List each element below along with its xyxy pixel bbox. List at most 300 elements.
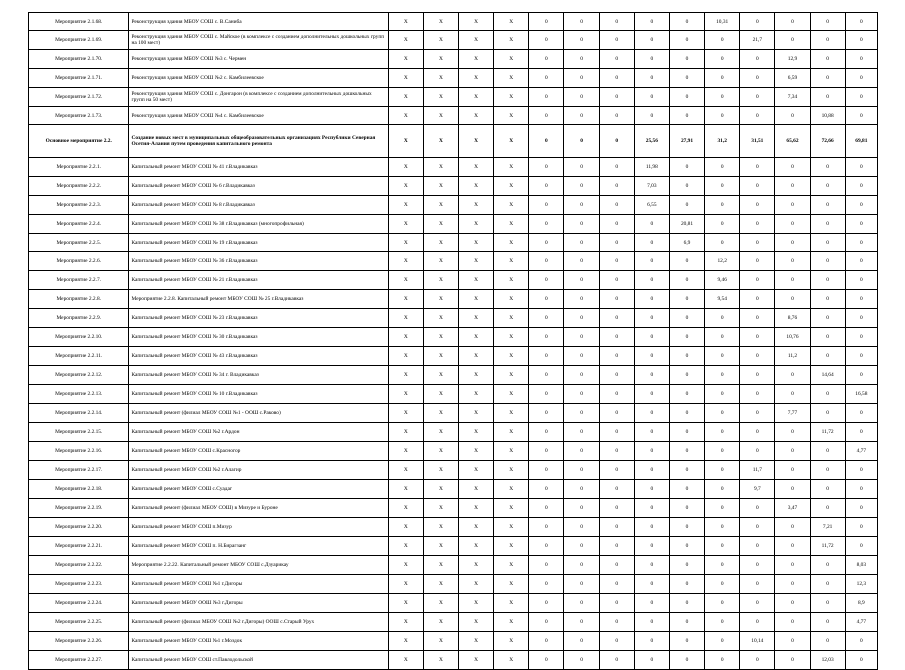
cell-value: 12,2 (705, 252, 740, 271)
table-row (29, 347, 878, 366)
cell-value: 0 (634, 423, 669, 442)
cell-value: Х (388, 556, 423, 575)
cell-value: 0 (705, 499, 740, 518)
cell-value: 0 (705, 480, 740, 499)
cell-value: 0 (564, 499, 599, 518)
cell-code: Мероприятие 2.1.72. (29, 88, 129, 107)
cell-value: 3,47 (775, 499, 810, 518)
cell-value: 69,81 (845, 125, 877, 158)
cell-value: Х (459, 50, 494, 69)
cell-value: 0 (529, 613, 564, 632)
cell-value: 0 (705, 69, 740, 88)
cell-name: Капитальный ремонт МБОУ СОШ п. Н.Бирагзанг (129, 537, 388, 556)
cell-value: 11,98 (634, 158, 669, 177)
cell-value: 0 (634, 50, 669, 69)
cell-value: 0 (634, 594, 669, 613)
cell-code: Мероприятие 2.2.2. (29, 177, 129, 196)
cell-value: 0 (564, 177, 599, 196)
cell-value: 0 (845, 107, 877, 125)
cell-value: Х (423, 613, 458, 632)
cell-value: 0 (845, 499, 877, 518)
cell-value: Х (494, 594, 529, 613)
cell-value: Х (459, 651, 494, 670)
table-row (29, 575, 878, 594)
cell-value: 0 (669, 613, 704, 632)
cell-name: Капитальный ремонт (филиал МБОУ СОШ №2 г.Дигоры) ООШ с.Старый Урух (129, 613, 388, 632)
cell-value: 0 (775, 537, 810, 556)
cell-value: 0 (810, 480, 845, 499)
cell-value: Х (388, 442, 423, 461)
cell-value: 0 (810, 575, 845, 594)
cell-value: 0 (634, 69, 669, 88)
cell-value: Х (388, 88, 423, 107)
cell-value: 0 (529, 177, 564, 196)
cell-value: 0 (705, 404, 740, 423)
cell-name: Капитальный ремонт МБОУ СОШ № 21 г.Владикавказ (129, 271, 388, 290)
cell-value: Х (423, 404, 458, 423)
cell-value: Х (494, 442, 529, 461)
cell-value: Х (494, 290, 529, 309)
cell-code: Мероприятие 2.2.8. (29, 290, 129, 309)
cell-value: Х (459, 177, 494, 196)
cell-value: 0 (564, 423, 599, 442)
table-row-main (29, 125, 878, 158)
cell-value: 0 (564, 461, 599, 480)
cell-value: Х (423, 594, 458, 613)
cell-value: Х (494, 480, 529, 499)
cell-value: 16,58 (845, 385, 877, 404)
cell-value: Х (388, 518, 423, 537)
cell-value: Х (494, 518, 529, 537)
cell-value: 0 (634, 556, 669, 575)
cell-value: 0 (529, 13, 564, 31)
cell-value: 0 (564, 556, 599, 575)
cell-value: 0 (845, 366, 877, 385)
cell-value: 0 (810, 290, 845, 309)
cell-value: 0 (529, 196, 564, 215)
cell-value: 0 (740, 252, 775, 271)
cell-value: 0 (669, 196, 704, 215)
cell-value: 0 (599, 50, 634, 69)
table-row (29, 404, 878, 423)
cell-value: 0 (810, 328, 845, 347)
cell-value: 0 (740, 347, 775, 366)
cell-value: Х (423, 480, 458, 499)
cell-name: Реконструкция здания МБОУ СОШ с. Донгарон (в комплексе с созданием дополнительных дошкольных групп на 50 мест) (129, 88, 388, 107)
cell-value: 0 (529, 107, 564, 125)
cell-value: Х (494, 252, 529, 271)
cell-value: Х (494, 88, 529, 107)
cell-value: Х (423, 158, 458, 177)
cell-value: 0 (564, 50, 599, 69)
cell-value: 0 (564, 107, 599, 125)
cell-value: 0 (669, 594, 704, 613)
cell-value: Х (423, 196, 458, 215)
cell-value: Х (388, 252, 423, 271)
cell-value: Х (459, 461, 494, 480)
cell-value: 0 (810, 88, 845, 107)
cell-value: Х (494, 499, 529, 518)
cell-value: 0 (705, 328, 740, 347)
cell-value: 0 (740, 69, 775, 88)
cell-value: 0 (599, 366, 634, 385)
cell-value: Х (423, 271, 458, 290)
cell-value: 0 (810, 215, 845, 234)
cell-value: 0 (634, 480, 669, 499)
cell-value: Х (494, 556, 529, 575)
cell-value: 0 (599, 442, 634, 461)
cell-value: 0 (669, 309, 704, 328)
cell-value: 0 (529, 423, 564, 442)
cell-name: Капитальный ремонт МБОУ СОШ № 6 г.Владикавказ (129, 177, 388, 196)
cell-value: 0 (669, 158, 704, 177)
table-row (29, 632, 878, 651)
cell-value: 4,77 (845, 442, 877, 461)
cell-value: 0 (529, 328, 564, 347)
cell-code: Мероприятие 2.1.69. (29, 31, 129, 50)
cell-value: 0 (845, 31, 877, 50)
table-row (29, 196, 878, 215)
cell-value: 0 (845, 537, 877, 556)
cell-value: 0 (775, 196, 810, 215)
cell-code: Мероприятие 2.2.1. (29, 158, 129, 177)
cell-value: 0 (529, 234, 564, 252)
cell-value: Х (494, 215, 529, 234)
cell-value: 0 (564, 575, 599, 594)
cell-value: Х (423, 69, 458, 88)
cell-value: Х (459, 537, 494, 556)
cell-name: Капитальный ремонт МБОУ СОШ № 34 г. Владикавказ (129, 366, 388, 385)
cell-name: Капитальный ремонт МБОУ СОШ № 8 г.Владикавказ (129, 196, 388, 215)
cell-code: Мероприятие 2.2.13. (29, 385, 129, 404)
cell-value: 0 (669, 499, 704, 518)
cell-value: 0 (775, 215, 810, 234)
cell-value: 0 (669, 423, 704, 442)
table-row (29, 290, 878, 309)
cell-value: Х (459, 31, 494, 50)
cell-value: 21,7 (740, 31, 775, 50)
cell-value: 0 (775, 613, 810, 632)
cell-value: 0 (775, 31, 810, 50)
cell-value: 0 (529, 50, 564, 69)
cell-value: 0 (740, 442, 775, 461)
cell-code: Мероприятие 2.2.6. (29, 252, 129, 271)
cell-value: 0 (705, 594, 740, 613)
cell-value: 0 (634, 499, 669, 518)
cell-value: 0 (740, 594, 775, 613)
table-row (29, 309, 878, 328)
cell-value: 0 (634, 518, 669, 537)
cell-code: Мероприятие 2.2.18. (29, 480, 129, 499)
cell-value: 0 (599, 613, 634, 632)
table-row (29, 385, 878, 404)
cell-value: Х (388, 461, 423, 480)
cell-name: Капитальный ремонт МБОУ СОШ № 38 г.Владикавказ (многопрофильная) (129, 215, 388, 234)
cell-value: Х (423, 442, 458, 461)
cell-value: 0 (529, 125, 564, 158)
cell-value: 0 (810, 461, 845, 480)
cell-value: 0 (634, 651, 669, 670)
cell-value: 0 (705, 50, 740, 69)
cell-value: 0 (634, 461, 669, 480)
cell-value: Х (388, 480, 423, 499)
cell-value: 0 (599, 499, 634, 518)
cell-value: 0 (669, 177, 704, 196)
cell-value: 0 (810, 632, 845, 651)
cell-value: 0 (740, 88, 775, 107)
cell-value: 7,03 (634, 177, 669, 196)
cell-value: Х (423, 13, 458, 31)
cell-value: Х (459, 442, 494, 461)
cell-code: Мероприятие 2.2.3. (29, 196, 129, 215)
cell-value: Х (388, 366, 423, 385)
cell-value: 0 (740, 328, 775, 347)
cell-code: Основное мероприятие 2.2. (29, 125, 129, 158)
cell-value: Х (388, 499, 423, 518)
cell-value: Х (423, 125, 458, 158)
cell-value: 0 (775, 575, 810, 594)
cell-name: Капитальный ремонт (филиал МБОУ СОШ №1 - ООШ с.Раково) (129, 404, 388, 423)
cell-value: Х (388, 537, 423, 556)
cell-value: 0 (564, 290, 599, 309)
cell-value: 0 (564, 69, 599, 88)
cell-value: 0 (564, 234, 599, 252)
cell-name: Капитальный ремонт МБОУ СОШ № 10 г.Владикавказ (129, 385, 388, 404)
cell-value: 0 (669, 575, 704, 594)
table-row (29, 423, 878, 442)
cell-value: Х (459, 234, 494, 252)
cell-name: Капитальный ремонт МБОУ СОШ №1 г.Моздок (129, 632, 388, 651)
cell-value: Х (494, 537, 529, 556)
cell-value: 0 (810, 252, 845, 271)
cell-value: 0 (599, 158, 634, 177)
cell-value: 6,9 (669, 234, 704, 252)
cell-value: 0 (529, 518, 564, 537)
table-row (29, 461, 878, 480)
cell-value: 0 (564, 13, 599, 31)
cell-value: Х (459, 107, 494, 125)
cell-code: Мероприятие 2.2.9. (29, 309, 129, 328)
cell-value: 0 (669, 69, 704, 88)
cell-value: Х (423, 215, 458, 234)
cell-name: Мероприятие 2.2.22. Капитальный ремонт МБОУ СОШ с.Дзуарикау (129, 556, 388, 575)
cell-value: 9,7 (740, 480, 775, 499)
cell-value: 0 (634, 366, 669, 385)
cell-value: 0 (669, 107, 704, 125)
cell-value: 0 (705, 234, 740, 252)
cell-value: 0 (529, 366, 564, 385)
cell-value: Х (423, 252, 458, 271)
cell-value: 0 (845, 13, 877, 31)
cell-value: 0 (845, 309, 877, 328)
cell-value: 0 (669, 347, 704, 366)
cell-value: 0 (529, 385, 564, 404)
cell-value: 0 (669, 404, 704, 423)
cell-value: Х (494, 347, 529, 366)
table-row (29, 31, 878, 50)
cell-code: Мероприятие 2.1.70. (29, 50, 129, 69)
cell-value: 0 (529, 252, 564, 271)
table-row (29, 50, 878, 69)
cell-value: 14,64 (810, 366, 845, 385)
cell-value: 0 (740, 13, 775, 31)
cell-value: 0 (529, 88, 564, 107)
cell-value: 0 (810, 158, 845, 177)
cell-value: 0 (740, 158, 775, 177)
cell-value: 0 (775, 271, 810, 290)
cell-value: Х (388, 613, 423, 632)
cell-value: Х (423, 537, 458, 556)
cell-name: Капитальный ремонт МБОУ СОШ № 19 г.Владикавказ (129, 234, 388, 252)
table-row (29, 107, 878, 125)
cell-value: 10,14 (740, 632, 775, 651)
cell-code: Мероприятие 2.2.10. (29, 328, 129, 347)
cell-value: 0 (634, 215, 669, 234)
cell-value: 0 (599, 234, 634, 252)
cell-value: 0 (564, 31, 599, 50)
cell-value: 0 (564, 252, 599, 271)
cell-value: 0 (669, 518, 704, 537)
cell-value: 0 (564, 271, 599, 290)
cell-value: 0 (810, 594, 845, 613)
cell-value: Х (494, 69, 529, 88)
table-row (29, 499, 878, 518)
cell-value: 0 (810, 13, 845, 31)
cell-value: 0 (599, 518, 634, 537)
cell-value: 0 (740, 518, 775, 537)
cell-value: Х (459, 613, 494, 632)
cell-value: 0 (529, 480, 564, 499)
cell-name: Капитальный ремонт МБОУ СОШ ст.Павлодольской (129, 651, 388, 670)
cell-value: 0 (599, 31, 634, 50)
cell-value: Х (459, 632, 494, 651)
cell-value: Х (494, 404, 529, 423)
cell-value: 0 (845, 480, 877, 499)
cell-value: 10,88 (810, 107, 845, 125)
cell-value: 0 (810, 385, 845, 404)
cell-value: 0 (705, 107, 740, 125)
cell-code: Мероприятие 2.2.20. (29, 518, 129, 537)
cell-value: 0 (634, 234, 669, 252)
cell-value: Х (459, 404, 494, 423)
cell-value: 7,34 (775, 88, 810, 107)
cell-value: 0 (529, 404, 564, 423)
cell-value: 0 (775, 518, 810, 537)
cell-value: 0 (705, 556, 740, 575)
cell-value: Х (423, 234, 458, 252)
cell-value: 0 (705, 309, 740, 328)
table-row (29, 366, 878, 385)
cell-value: 0 (740, 107, 775, 125)
cell-value: 0 (634, 537, 669, 556)
cell-value: Х (494, 107, 529, 125)
cell-value: 0 (810, 442, 845, 461)
cell-value: 0 (740, 613, 775, 632)
cell-value: 27,91 (669, 125, 704, 158)
cell-value: 0 (529, 290, 564, 309)
cell-value: 0 (810, 31, 845, 50)
cell-value: Х (388, 271, 423, 290)
cell-value: 0 (775, 423, 810, 442)
table-row (29, 88, 878, 107)
cell-value: 0 (705, 632, 740, 651)
cell-value: 0 (529, 158, 564, 177)
cell-value: Х (423, 177, 458, 196)
cell-value: 0 (599, 347, 634, 366)
cell-value: 0 (845, 50, 877, 69)
cell-value: 0 (669, 442, 704, 461)
cell-name: Капитальный ремонт МБОУ СОШ с.Суадаг (129, 480, 388, 499)
cell-value: Х (388, 69, 423, 88)
cell-value: 0 (669, 328, 704, 347)
cell-value: 0 (775, 234, 810, 252)
cell-name: Капитальный ремонт МБОУ СОШ № 41 г.Владикавказ (129, 158, 388, 177)
cell-value: 0 (740, 385, 775, 404)
cell-value: 0 (845, 271, 877, 290)
cell-value: 0 (740, 556, 775, 575)
cell-value: Х (423, 499, 458, 518)
cell-value: 0 (529, 215, 564, 234)
cell-value: 31,51 (740, 125, 775, 158)
table-row (29, 13, 878, 31)
cell-value: Х (388, 215, 423, 234)
cell-name: Капитальный ремонт МБОУ ООШ №3 г.Дигоры (129, 594, 388, 613)
cell-value: 0 (564, 404, 599, 423)
cell-value: 0 (775, 480, 810, 499)
table-row (29, 158, 878, 177)
cell-value: Х (459, 271, 494, 290)
cell-value: 0 (705, 177, 740, 196)
cell-value: Х (388, 594, 423, 613)
cell-value: 0 (634, 632, 669, 651)
cell-value: 0 (599, 423, 634, 442)
cell-value: 0 (669, 480, 704, 499)
cell-code: Мероприятие 2.2.21. (29, 537, 129, 556)
cell-value: 0 (669, 50, 704, 69)
cell-value: 0 (705, 385, 740, 404)
cell-value: 0 (564, 651, 599, 670)
cell-value: 0 (564, 347, 599, 366)
cell-value: 0 (669, 366, 704, 385)
cell-value: 0 (599, 404, 634, 423)
cell-value: Х (423, 556, 458, 575)
cell-value: 0 (564, 594, 599, 613)
cell-value: 0 (634, 271, 669, 290)
cell-value: Х (459, 480, 494, 499)
cell-value: Х (388, 385, 423, 404)
cell-value: 0 (634, 442, 669, 461)
cell-value: 0 (845, 215, 877, 234)
cell-value: 8,76 (775, 309, 810, 328)
cell-value: Х (459, 347, 494, 366)
cell-name: Реконструкция здания МБОУ СОШ с. Майское (в комплексе с созданием дополнительных дошкольных групп на 100 мест) (129, 31, 388, 50)
cell-value: 0 (599, 69, 634, 88)
table-row (29, 252, 878, 271)
cell-value: 0 (669, 385, 704, 404)
cell-value: 0 (775, 556, 810, 575)
cell-value: 0 (705, 31, 740, 50)
table-row (29, 215, 878, 234)
cell-value: Х (494, 328, 529, 347)
cell-value: 0 (740, 50, 775, 69)
cell-value: 0 (669, 88, 704, 107)
cell-value: 0 (599, 290, 634, 309)
table-row (29, 328, 878, 347)
cell-value: 0 (529, 499, 564, 518)
cell-value: 0 (705, 88, 740, 107)
cell-value: Х (423, 107, 458, 125)
cell-value: 0 (810, 499, 845, 518)
